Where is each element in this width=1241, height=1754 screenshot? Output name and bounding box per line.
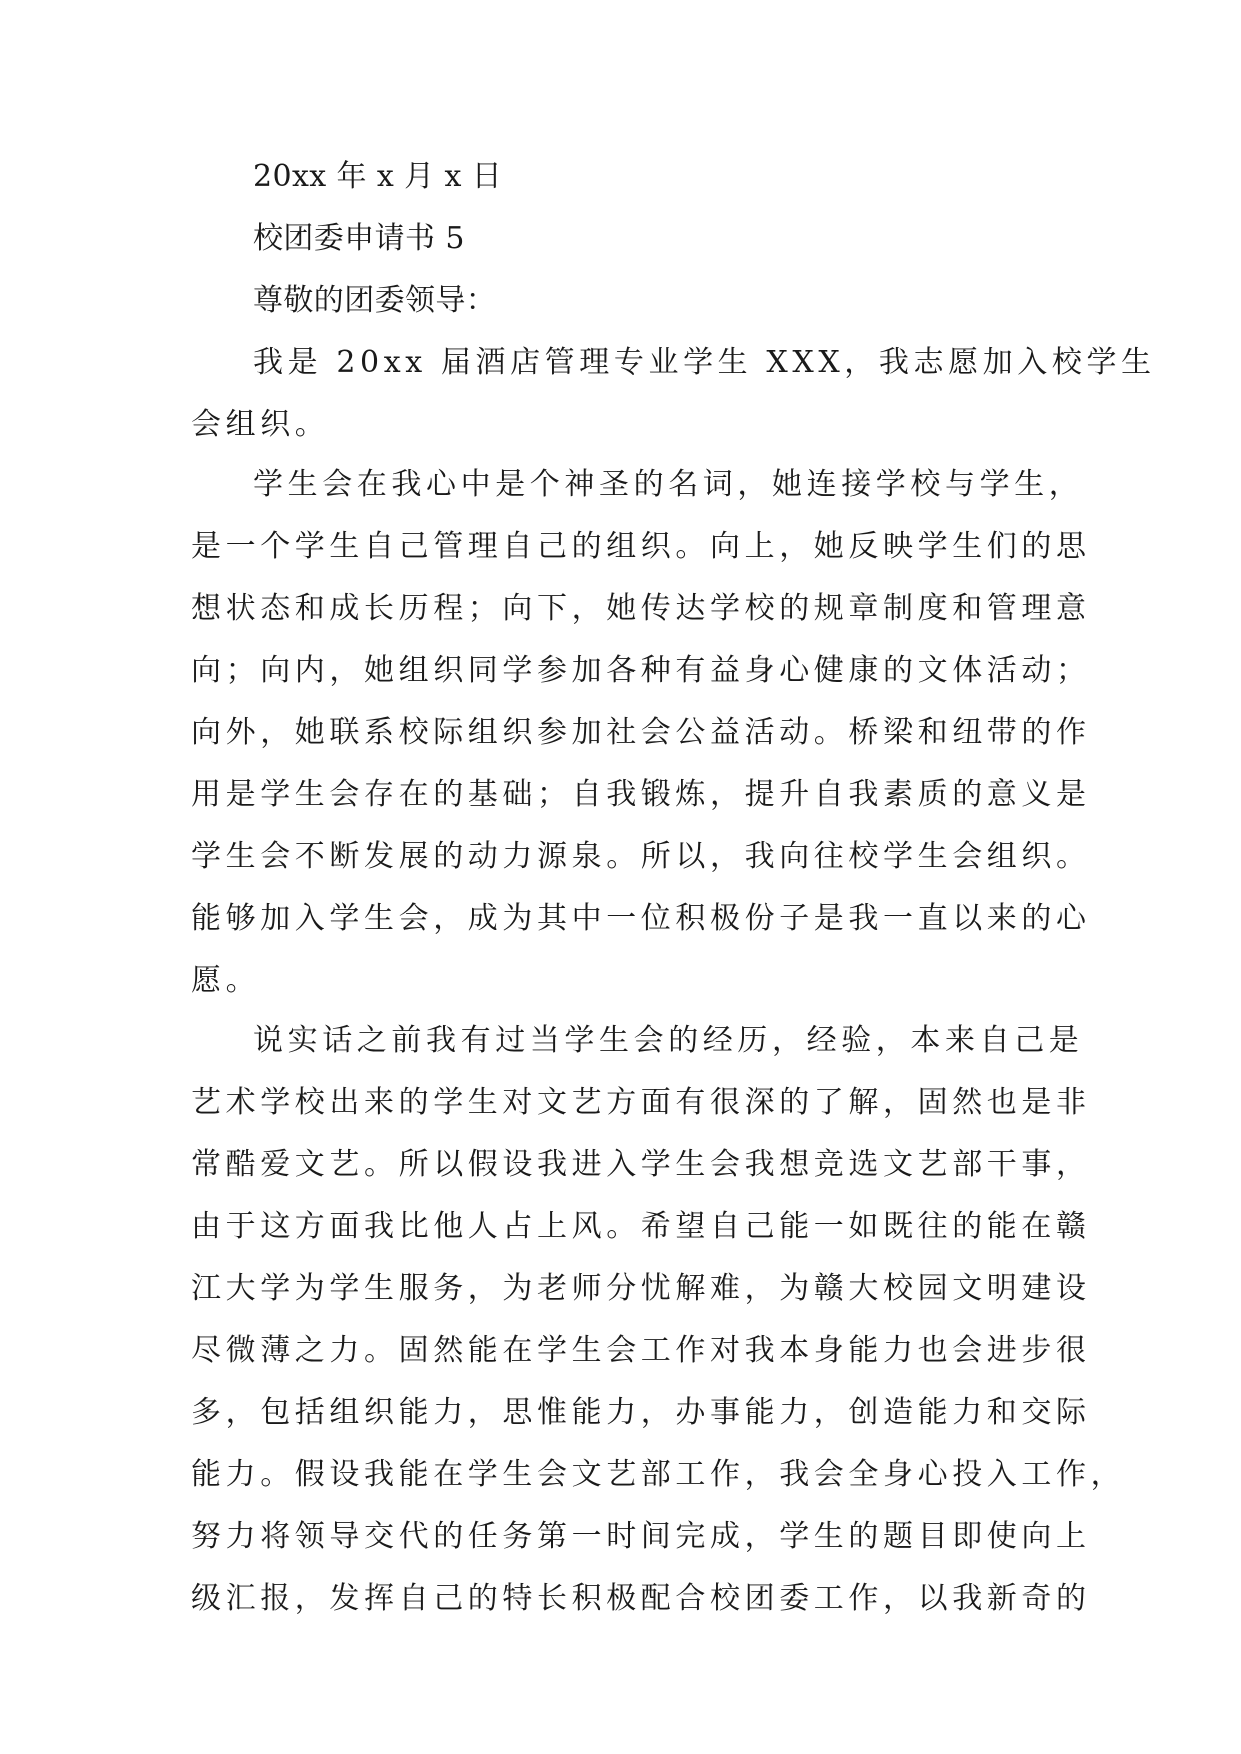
paragraph-line: 用是学生会存在的基础；自我锻炼，提升自我素质的意义是 (191, 777, 1091, 812)
paragraph-line: 级汇报，发挥自己的特长积极配合校团委工作，以我新奇的 (191, 1581, 1091, 1616)
date-line: 20xx 年 x 月 x 日 (253, 159, 503, 194)
paragraph-line: 艺术学校出来的学生对文艺方面有很深的了解，固然也是非 (191, 1085, 1091, 1120)
paragraph-line: 能力。假设我能在学生会文艺部工作，我会全身心投入工作， (191, 1457, 1126, 1492)
paragraph-line: 想状态和成长历程；向下，她传达学校的规章制度和管理意 (191, 591, 1091, 626)
document-heading: 校团委申请书 5 (253, 221, 465, 256)
paragraph-line: 向；向内，她组织同学参加各种有益身心健康的文体活动； (191, 653, 1091, 688)
paragraph-2 (191, 465, 1091, 1001)
paragraph-line: 会组织。 (191, 407, 330, 442)
paragraph-line: 由于这方面我比他人占上风。希望自己能一如既往的能在赣 (191, 1209, 1091, 1244)
paragraph-1 (191, 343, 1156, 445)
paragraph-line: 是一个学生自己管理自己的组织。向上，她反映学生们的思 (191, 529, 1091, 564)
paragraph-line: 努力将领导交代的任务第一时间完成，学生的题目即使向上 (191, 1519, 1091, 1554)
paragraph-line: 我是 20xx 届酒店管理专业学生 XXX，我志愿加入校学生 (253, 345, 1156, 380)
paragraph-line: 学生会不断发展的动力源泉。所以，我向往校学生会组织。 (191, 839, 1091, 874)
paragraph-line: 向外，她联系校际组织参加社会公益活动。桥梁和纽带的作 (191, 715, 1091, 750)
paragraph-line: 愿。 (191, 963, 261, 998)
paragraph-line: 学生会在我心中是个神圣的名词，她连接学校与学生， (253, 467, 1084, 502)
salutation: 尊敬的团委领导： (253, 283, 497, 318)
paragraph-line: 常酷爱文艺。所以假设我进入学生会我想竞选文艺部干事， (191, 1147, 1091, 1182)
paragraph-line: 说实话之前我有过当学生会的经历，经验，本来自己是 (253, 1023, 1084, 1058)
paragraph-line: 尽微薄之力。固然能在学生会工作对我本身能力也会进步很 (191, 1333, 1091, 1368)
document-body (191, 157, 1156, 1639)
paragraph-line: 江大学为学生服务，为老师分忧解难，为赣大校园文明建设 (191, 1271, 1091, 1306)
paragraph-3 (191, 1021, 1126, 1619)
paragraph-line: 多，包括组织能力，思惟能力，办事能力，创造能力和交际 (191, 1395, 1091, 1430)
paragraph-line: 能够加入学生会，成为其中一位积极份子是我一直以来的心 (191, 901, 1091, 936)
